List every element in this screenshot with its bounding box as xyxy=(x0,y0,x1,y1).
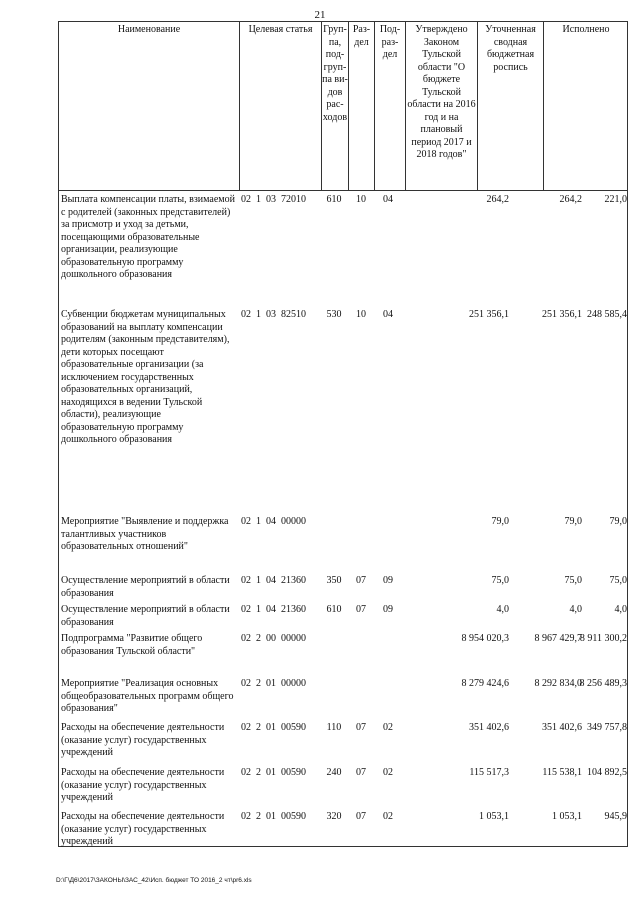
row-approved: 4,0 xyxy=(496,604,509,615)
row-executed: 8 911 300,2 xyxy=(579,633,627,644)
row-subsection: 02 xyxy=(383,767,393,778)
row-code: 02 1 04 21360 xyxy=(241,604,306,615)
row-group: 110 xyxy=(326,722,342,733)
row-section: 10 xyxy=(356,309,366,320)
row-group: 610 xyxy=(326,194,342,205)
row-refined: 264,2 xyxy=(559,194,582,205)
row-refined: 79,0 xyxy=(564,516,582,527)
row-executed: 349 757,8 xyxy=(587,722,627,733)
row-approved: 251 356,1 xyxy=(469,309,509,320)
row-executed: 945,9 xyxy=(604,811,627,822)
row-code: 02 2 01 00000 xyxy=(241,678,306,689)
row-approved: 1 053,1 xyxy=(479,811,509,822)
row-name: Осуществление мероприятий в области образования xyxy=(61,575,230,599)
row-group: 530 xyxy=(326,309,342,320)
header-section: Раз-дел xyxy=(352,24,371,48)
row-code: 02 2 01 00590 xyxy=(241,767,306,778)
row-name: Расходы на обеспечение деятельности (оказание услуг) государственных учреждений xyxy=(61,811,225,847)
row-subsection: 04 xyxy=(383,194,393,205)
row-refined: 251 356,1 xyxy=(542,309,582,320)
row-executed: 8 256 489,3 xyxy=(579,678,627,689)
header-group: Груп-па, под-груп-па ви-дов рас-ходов xyxy=(322,24,348,123)
row-subsection: 02 xyxy=(383,722,393,733)
row-subsection: 02 xyxy=(383,811,393,822)
column-divider xyxy=(239,22,240,190)
row-executed: 79,0 xyxy=(609,516,627,527)
row-refined: 1 053,1 xyxy=(552,811,582,822)
row-approved: 8 954 020,3 xyxy=(461,633,509,644)
page-number: 21 xyxy=(314,9,326,21)
row-approved: 79,0 xyxy=(491,516,509,527)
row-section: 10 xyxy=(356,194,366,205)
row-code: 02 2 01 00590 xyxy=(241,722,306,733)
row-code: 02 1 03 82510 xyxy=(241,309,306,320)
header-subsection: Под-раз-дел xyxy=(379,24,401,60)
row-section: 07 xyxy=(356,722,366,733)
row-section: 07 xyxy=(356,811,366,822)
row-refined: 8 292 834,0 xyxy=(534,678,582,689)
row-refined: 75,0 xyxy=(564,575,582,586)
row-executed: 75,0 xyxy=(609,575,627,586)
row-name: Подпрограмма "Развитие общего образования Тульской области" xyxy=(61,633,203,657)
row-approved: 264,2 xyxy=(486,194,509,205)
row-executed: 221,0 xyxy=(604,194,627,205)
file-path-footer: D:\Г\Д6\2017\ЗАКОНЫ\ЗАС_42\Исп. бюджет ТО 2016_2 чт\pr6.xls xyxy=(56,877,252,884)
row-executed: 104 892,5 xyxy=(587,767,627,778)
row-name: Выплата компенсации платы, взимаемой с родителей (законных представителей) за присмотр и уход за детьми, посещающими образовательные организации, реализующие образовательную программу дошкольного образования xyxy=(61,194,235,280)
row-name: Мероприятие "Реализация основных общеобразовательных программ общего образования" xyxy=(61,678,234,714)
header-target: Целевая статья xyxy=(248,24,313,35)
row-code: 02 1 03 72010 xyxy=(241,194,306,205)
row-code: 02 2 00 00000 xyxy=(241,633,306,644)
row-name: Расходы на обеспечение деятельности (оказание услуг) государственных учреждений xyxy=(61,722,225,758)
row-subsection: 09 xyxy=(383,575,393,586)
row-refined: 4,0 xyxy=(569,604,582,615)
row-section: 07 xyxy=(356,604,366,615)
row-approved: 115 517,3 xyxy=(469,767,509,778)
row-code: 02 1 04 21360 xyxy=(241,575,306,586)
row-refined: 8 967 429,7 xyxy=(534,633,582,644)
row-section: 07 xyxy=(356,575,366,586)
row-name: Осуществление мероприятий в области образования xyxy=(61,604,230,628)
row-section: 07 xyxy=(356,767,366,778)
row-executed: 4,0 xyxy=(614,604,627,615)
column-divider xyxy=(543,22,544,190)
header-executed: Исполнено xyxy=(562,24,610,35)
header-divider xyxy=(59,190,627,191)
header-approved: Утверждено Законом Тульской области "О бюджете Тульской области на 2016 год и на плановый период 2017 и 2018 годов" xyxy=(407,24,476,160)
row-code: 02 1 04 00000 xyxy=(241,516,306,527)
row-group: 320 xyxy=(326,811,342,822)
row-code: 02 2 01 00590 xyxy=(241,811,306,822)
row-group: 610 xyxy=(326,604,342,615)
row-name: Мероприятие "Выявление и поддержка талантливых участников образовательных отношений" xyxy=(61,516,229,552)
header-name: Наименование xyxy=(117,24,181,35)
row-group: 240 xyxy=(326,767,342,778)
row-approved: 8 279 424,6 xyxy=(461,678,509,689)
row-name: Расходы на обеспечение деятельности (оказание услуг) государственных учреждений xyxy=(61,767,225,803)
row-name: Субвенции бюджетам муниципальных образований на выплату компенсации родителям (законным представителям), дети которых посещают образовательные организации (за исключением государственных образовательных организаций, находящихся в ведении Тульской области), реализующие образовательную программу дошкольного образования xyxy=(61,309,230,445)
row-approved: 351 402,6 xyxy=(469,722,509,733)
row-refined: 351 402,6 xyxy=(542,722,582,733)
row-approved: 75,0 xyxy=(491,575,509,586)
row-subsection: 04 xyxy=(383,309,393,320)
budget-table xyxy=(58,21,628,847)
header-refined: Уточненная сводная бюджетная роспись xyxy=(485,24,536,73)
row-refined: 115 538,1 xyxy=(542,767,582,778)
row-group: 350 xyxy=(326,575,342,586)
row-executed: 248 585,4 xyxy=(587,309,627,320)
row-subsection: 09 xyxy=(383,604,393,615)
